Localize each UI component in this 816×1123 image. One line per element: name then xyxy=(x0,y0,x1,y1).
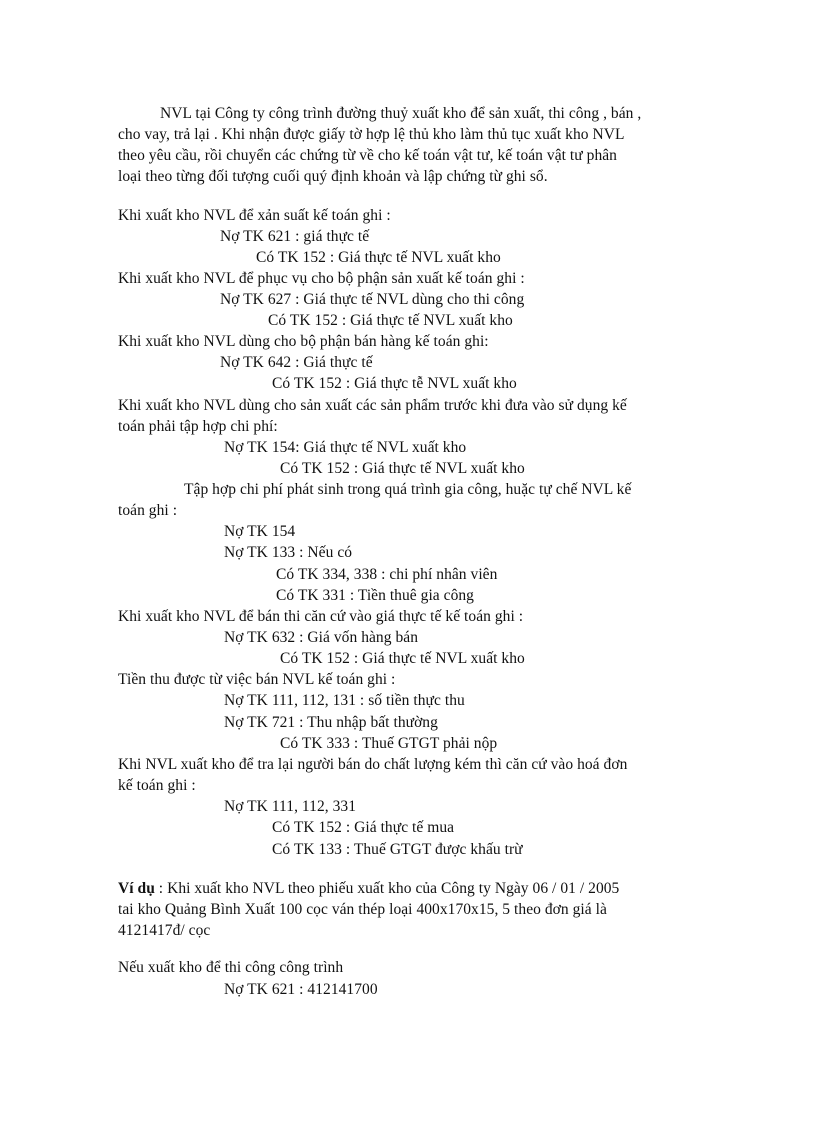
credit-line: Có TK 152 : Giá thực tế NVL xuất kho xyxy=(280,460,525,477)
intro-line: theo yêu cầu, rồi chuyển các chứng từ về cho kế toán vật tư, kế toán vật tư phân xyxy=(118,147,617,164)
credit-line: Có TK 334, 338 : chi phí nhân viên xyxy=(276,566,498,583)
debit-line: Nợ TK 621 : giá thực tế xyxy=(220,228,370,245)
debit-line: Nợ TK 154 xyxy=(224,523,296,540)
debit-line: Nợ TK 621 : 412141700 xyxy=(224,981,378,998)
entry-heading: Tập hợp chi phí phát sinh trong quá trình gia công, huặc tự chế NVL kế xyxy=(184,481,632,498)
debit-line: Nợ TK 111, 112, 131 : số tiền thực thu xyxy=(224,692,465,709)
credit-line: Có TK 152 : Giá thực tế mua xyxy=(272,819,455,836)
entry-heading: Khi xuất kho NVL dùng cho bộ phận bán hàng kế toán ghi: xyxy=(118,333,489,350)
debit-line: Nợ TK 632 : Giá vốn hàng bán xyxy=(224,629,418,646)
credit-line: Có TK 152 : Giá thực tế NVL xuất kho xyxy=(256,249,501,266)
example-text: : Khi xuất kho NVL theo phiếu xuất kho của Công ty Ngày 06 / 01 / 2005 xyxy=(154,880,620,897)
example-line xyxy=(118,879,619,899)
entry-heading: toán phải tập hợp chi phí: xyxy=(118,418,278,435)
intro-line: cho vay, trả lại . Khi nhận được giấy tờ hợp lệ thủ kho làm thủ tục xuất kho NVL xyxy=(118,126,625,143)
example-label: Ví dụ xyxy=(118,880,155,897)
entry-heading: Khi xuất kho NVL dùng cho sản xuất các sản phẩm trước khi đưa vào sử dụng kế xyxy=(118,397,627,414)
debit-line: Nợ TK 133 : Nếu có xyxy=(224,544,353,561)
debit-line: Nợ TK 642 : Giá thực tế xyxy=(220,354,373,371)
credit-line: Có TK 133 : Thuế GTGT được khấu trừ xyxy=(272,841,523,858)
credit-line: Có TK 152 : Giá thực tế NVL xuất kho xyxy=(280,650,525,667)
entry-heading: Khi NVL xuất kho để tra lại người bán do chất lượng kém thì căn cứ vào hoá đơn xyxy=(118,756,628,773)
entry-heading: toán ghi : xyxy=(118,502,178,519)
entry-heading: Khi xuất kho NVL để xản suất kế toán ghi : xyxy=(118,207,391,224)
entry-heading: Khi xuất kho NVL để bán thi căn cứ vào giá thực tế kế toán ghi : xyxy=(118,608,524,625)
debit-line: Nợ TK 721 : Thu nhập bất thường xyxy=(224,714,438,731)
debit-line: Nợ TK 627 : Giá thực tế NVL dùng cho thi công xyxy=(220,291,525,308)
credit-line: Có TK 333 : Thuế GTGT phải nộp xyxy=(280,735,498,752)
debit-line: Nợ TK 111, 112, 331 xyxy=(224,798,356,815)
entry-heading: Tiền thu được từ việc bán NVL kế toán ghi : xyxy=(118,671,396,688)
credit-line: Có TK 152 : Giá thực tế NVL xuất kho xyxy=(268,312,513,329)
credit-line: Có TK 331 : Tiền thuê gia công xyxy=(276,587,474,604)
entry-heading: Khi xuất kho NVL để phục vụ cho bộ phận sản xuất kế toán ghi : xyxy=(118,270,525,287)
example-line: 4121417đ/ cọc xyxy=(118,922,211,939)
closing-line: Nếu xuất kho để thi công công trình xyxy=(118,959,344,976)
intro-line: NVL tại Công ty công trình đường thuỷ xuất kho để sản xuất, thi công , bán , xyxy=(160,105,642,122)
intro-line: loại theo từng đối tượng cuối quý định khoản và lập chứng từ ghi sổ. xyxy=(118,168,548,185)
debit-line: Nợ TK 154: Giá thực tế NVL xuất kho xyxy=(224,439,467,456)
entry-heading: kế toán ghi : xyxy=(118,777,196,794)
credit-line: Có TK 152 : Giá thực tễ NVL xuất kho xyxy=(272,375,517,392)
example-line: tai kho Quảng Bình Xuất 100 cọc ván thép loại 400x170x15, 5 theo đơn giá là xyxy=(118,901,607,918)
